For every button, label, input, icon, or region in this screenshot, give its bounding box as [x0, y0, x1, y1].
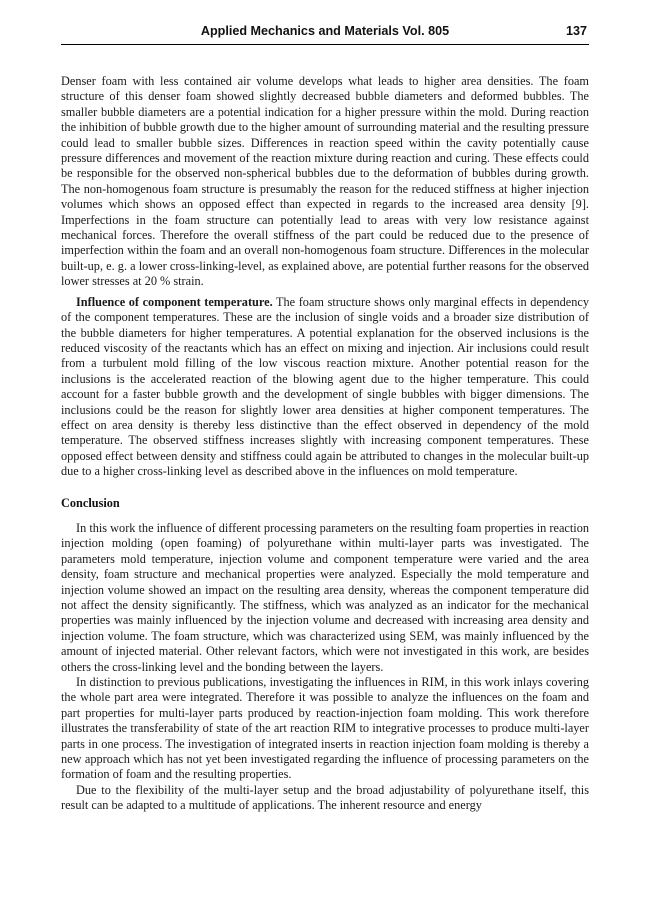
page-number: 137	[565, 24, 587, 38]
journal-page	[61, 22, 589, 814]
paragraph-component-temperature	[61, 295, 589, 480]
conclusion-paragraph-1: In this work the influence of different processing parameters on the resulting foam properties in reaction injection molding (open foaming) of polyurethane within multi-layer parts was investigated. The parameters mold temperature, injection volume and component temperature were varied and the area density, foam structure and mechanical properties were analyzed. Especially the mold temperature and injection volume showed an impact on the resulting area density, whereas the component temperature did not affect the density significantly. The stiffness, which was analyzed as an indicator for the mechanical properties was mainly influenced by the injection volume and decreased with increasing area density and injection volume. The foam structure, which was characterized using SEM, was mainly influenced by the amount of injected material. Other relevant factors, which were not investigated in this work, are besides others the cross-linking level and the bonding between the layers.	[61, 520, 589, 674]
paragraph-foam-density: Denser foam with less contained air volume develops what leads to higher area densities. The foam structure of this denser foam showed slightly decreased bubble diameters and deformed bubbles. The smaller bubble diameters are a potential indication for a higher pressure within the mold. During reaction the inhibition of bubble growth due to the higher amount of surrounding material and the resulting pressure could lead to smaller bubble sizes. Differences in reaction speed within the cavity potentially cause pressure differences and movement of the reaction mixture during reaction and curing. These effects could be responsible for the observed non-spherical bubbles due to the deformation of bubbles during growth. The non-homogenous foam structure is presumably the reason for the reduced stiffness at higher injection volumes which shows an opposed effect than expected in regards to the increased area density [9]. Imperfections in the foam structure can potentially lead to areas with very low resistance against mechanical forces. Therefore the overall stiffness of the part could be reduced due to the presence of imperfection within the foam and an overall non-homogenous foam structure. Differences in the molecular built-up, e. g. a lower cross-linking-level, as explained above, are potential further reasons for the observed lower stresses at 20 % strain.	[61, 74, 589, 289]
paragraph-text: The foam structure shows only marginal effects in dependency of the component temperatures. These are the inclusion of single voids and a broader size distribution of the bubble diameters for higher temperatures. A potential explanation for the observed inclusions is the reduced viscosity of the reactants which has an effect on mixing and injection. Air inclusions could result from a turbulent mold filling of the low viscous reaction mixture. Another potential reason for the inclusions is the accelerated reaction of the blowing agent due to the higher temperature. This could account for a faster bubble growth and the development of single bubbles with bigger dimensions. The inclusions could be the reason for slightly lower area densities at higher component temperatures. The effect on area density is thereby less distinctive than the effect observed in dependency of the mold temperature. The observed stiffness increases slightly with increasing component temperatures. These opposed effect between density and stiffness could again be attributed to changes in the molecular built-up due to a higher cross-linking level as described above in the influences on mold temperature.	[61, 294, 590, 479]
journal-title: Applied Mechanics and Materials Vol. 805	[200, 24, 450, 38]
run-in-heading: Influence of component temperature.	[76, 294, 273, 309]
running-header	[61, 22, 589, 45]
conclusion-paragraph-3: Due to the flexibility of the multi-layer setup and the broad adjustability of polyurethane itself, this result can be adapted to a multitude of applications. The inherent resource and energy	[61, 782, 589, 813]
conclusion-heading: Conclusion	[61, 495, 120, 510]
article-body	[61, 74, 589, 814]
conclusion-paragraph-2: In distinction to previous publications, investigating the influences in RIM, in this work inlays covering the whole part area were integrated. Therefore it was possible to analyze the influences on the foam and part properties for multi-layer parts produced by reaction-injection foam molding. This work therefore illustrates the transferability of state of the art reaction RIM to integrative processes to produce multi-layer parts in one process. The investigation of integrated inserts in reaction injection foam molding is thereby a new approach which has not yet been investigated regarding the influence of processing parameters on the formation of foam and the resulting properties.	[61, 675, 589, 782]
